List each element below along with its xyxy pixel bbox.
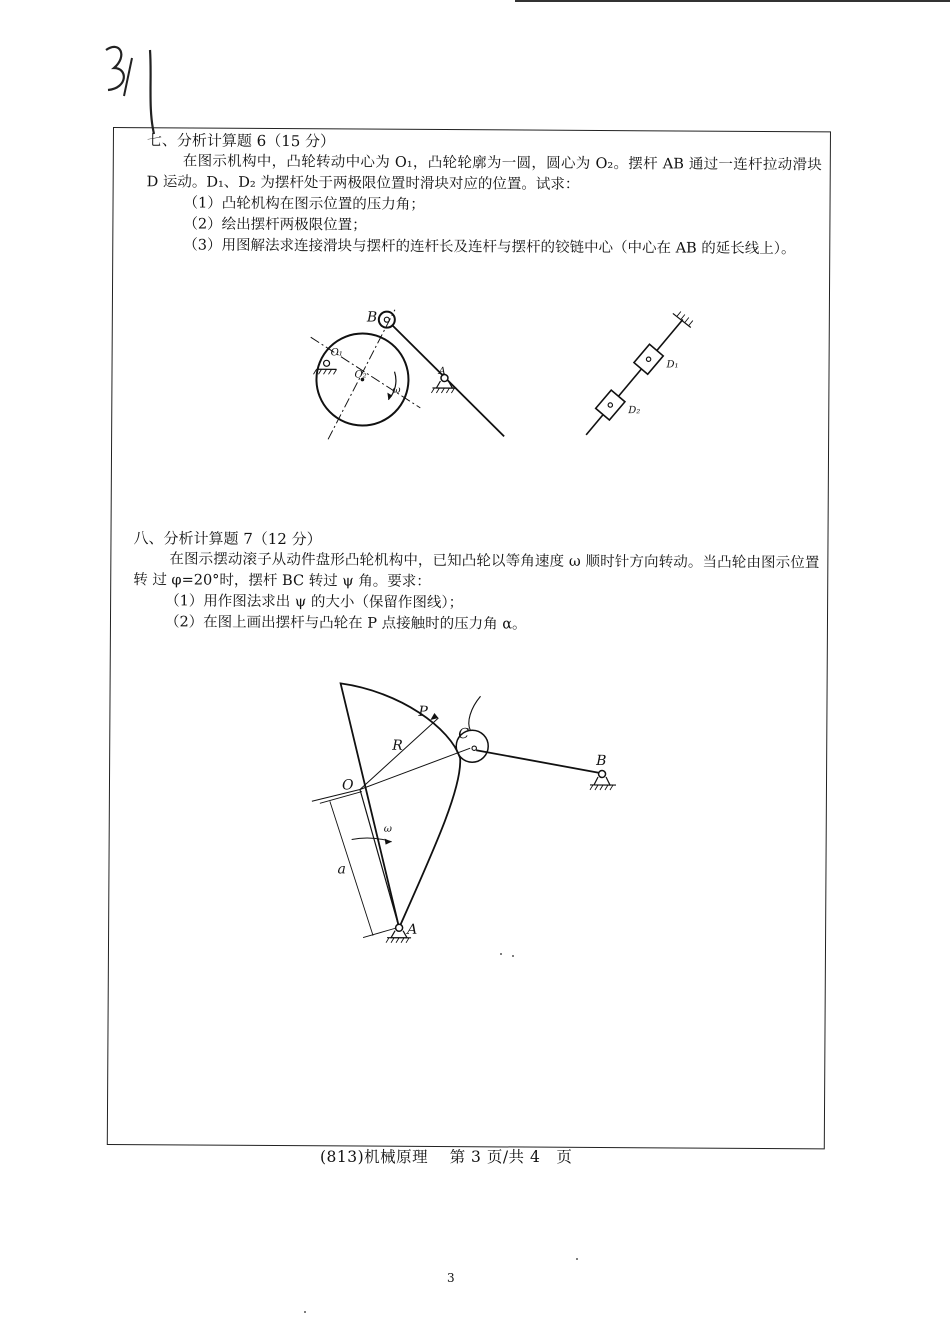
label-d1: D₁ [666, 359, 679, 371]
pivot-a2 [396, 924, 403, 931]
label-c: C [458, 726, 470, 743]
section-8 [111, 528, 828, 637]
radius-r-line [360, 748, 470, 791]
section-7-item-3: （3）用图解法求连接滑块与摆杆的连杆长及连杆与摆杆的铰链中心（中心在 AB 的延长线上）。 [183, 237, 796, 258]
section-8-intro: 在图示摆动滚子从动件盘形凸轮机构中，已知凸轮以等角速度 ω 顺时针方向转动。当凸轮由图示位置转 过 φ=20°时，摆杆 BC 转过 ψ 角。要求： [133, 551, 820, 590]
section-7-item-2: （2）绘出摆杆两极限位置； [183, 216, 367, 234]
label-o: O [341, 777, 354, 794]
section-7 [113, 130, 830, 260]
label-a-dim: a [337, 861, 346, 878]
exam-frame [107, 127, 831, 1149]
slider-figure [572, 309, 703, 440]
section-7-items [113, 193, 829, 260]
section-7-heading: 七、分析计算题 6（15 分） [146, 131, 336, 151]
label-o1: O₁ [330, 347, 343, 359]
page-footer: (813)机械原理 第 3 页/共 4 页 [320, 1148, 573, 1166]
rocker-cam-figure [299, 677, 631, 969]
label-d2: D₂ [628, 405, 641, 417]
label-a2: A [407, 921, 418, 938]
dimension-a-line [329, 801, 374, 935]
scan-speck [304, 1311, 306, 1313]
handwritten-note [98, 38, 178, 138]
label-o2: O₂ [354, 369, 367, 381]
scan-speck [512, 955, 514, 957]
label-b: B [366, 309, 378, 326]
slider-guide [586, 319, 683, 436]
section-8-item-1: （1）用作图法求出 ψ 的大小（保留作图线）； [165, 593, 464, 612]
scan-edge-line [515, 0, 950, 2]
section-8-item-2: （2）在图上画出摆杆与凸轮在 P 点接触时的压力角 α。 [164, 614, 527, 633]
scan-speck [576, 1258, 578, 1260]
pivot-o1 [324, 360, 330, 366]
label-a: A [438, 365, 446, 378]
section-8-items [111, 591, 827, 637]
section-8-heading: 八、分析计算题 7（12 分） [133, 529, 322, 549]
line-oa [359, 790, 400, 928]
section-7-item-1: （1）凸轮机构在图示位置的压力角； [183, 195, 425, 213]
rocker-bc [476, 750, 600, 773]
label-p: P [418, 703, 428, 720]
cam-profile [339, 683, 461, 928]
label-omega2: ω [383, 823, 392, 835]
pivot-b [599, 770, 606, 777]
label-r: R [392, 737, 403, 754]
page-number: 3 [447, 1271, 455, 1285]
section-7-intro: 在图示机构中，凸轮转动中心为 O₁，凸轮轮廓为一圆，圆心为 O₂。摆杆 AB 通过一连杆拉动滑块 D 运动。D₁、D₂ 为摆杆处于两极限位置时滑块对应的位置。试求： [146, 153, 822, 193]
label-b2: B [596, 752, 607, 770]
scan-speck [500, 953, 502, 955]
cam-mechanism-figure [292, 307, 563, 469]
label-omega: ω [392, 384, 401, 396]
